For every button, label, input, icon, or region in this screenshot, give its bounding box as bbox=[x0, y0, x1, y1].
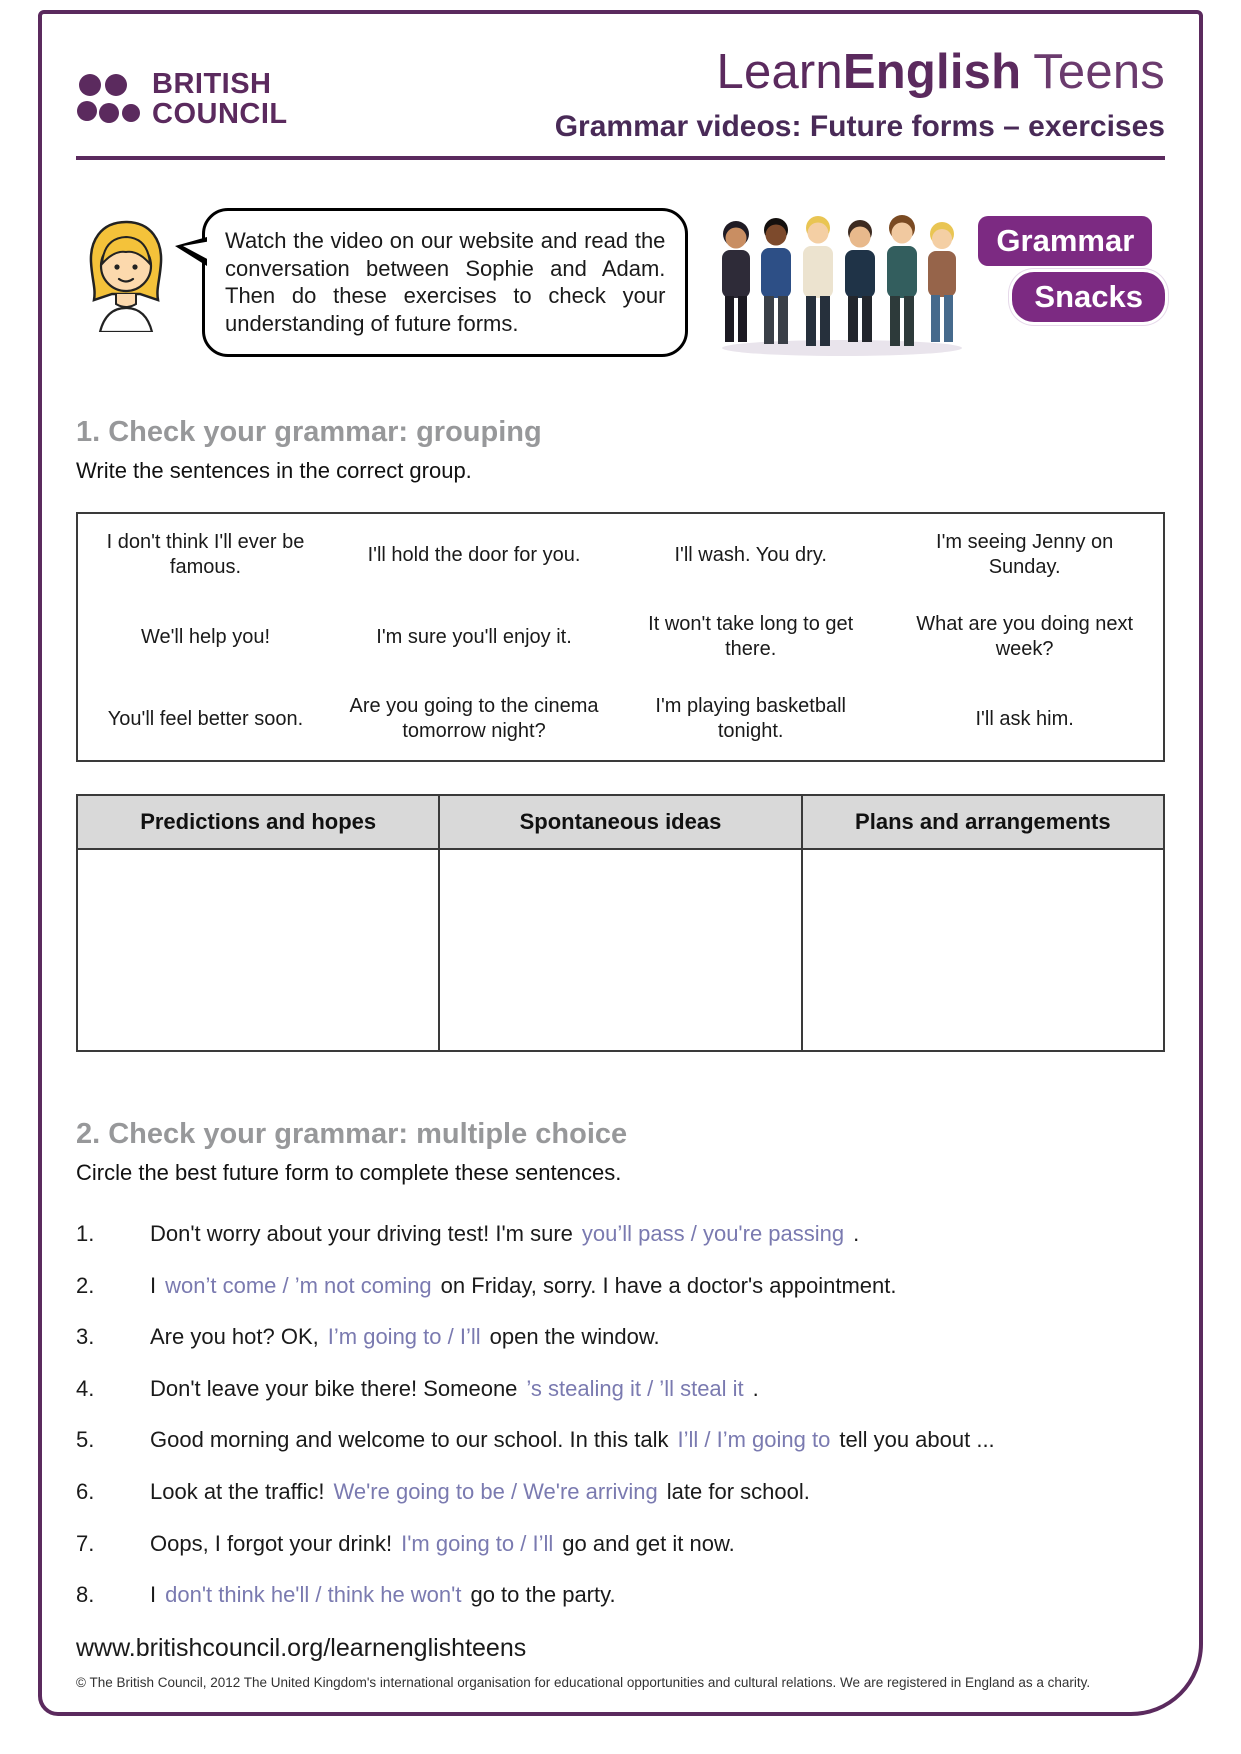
item-choices: We're going to be / We're arriving bbox=[333, 1478, 658, 1504]
footer-url: www.britishcouncil.org/learnenglishteens bbox=[76, 1634, 527, 1662]
header bbox=[76, 44, 1165, 144]
multiple-choice-list bbox=[76, 1220, 1165, 1610]
table-row bbox=[77, 849, 1164, 1051]
item-text bbox=[150, 1581, 616, 1610]
page-title: Grammar videos: Future forms – exercises bbox=[554, 110, 1165, 143]
badge-snacks: Snacks bbox=[1012, 272, 1165, 322]
item-number: 1. bbox=[76, 1221, 95, 1246]
section2-instruction: Circle the best future form to complete these sentences. bbox=[76, 1160, 622, 1185]
item-text bbox=[150, 1323, 660, 1352]
presenter-avatar-icon bbox=[76, 214, 176, 332]
column-header-spontaneous: Spontaneous ideas bbox=[439, 795, 801, 849]
item-text bbox=[150, 1426, 995, 1455]
sentence-cell: I'm seeing Jenny on Sunday. bbox=[936, 531, 1114, 578]
british-council-dots-icon bbox=[76, 72, 140, 128]
logo-line1: BRITISH bbox=[152, 68, 272, 100]
item-choices: I’m going to / I’ll bbox=[327, 1324, 481, 1350]
column-header-predictions: Predictions and hopes bbox=[77, 795, 439, 849]
mc-item-8 bbox=[76, 1581, 1165, 1610]
item-choices: I'm going to / I’ll bbox=[401, 1530, 554, 1556]
intro-art bbox=[714, 208, 1165, 358]
section-multiple-choice bbox=[76, 1118, 1165, 1610]
item-pre: Are you hot? OK, bbox=[150, 1324, 319, 1350]
sentence-bank bbox=[76, 512, 1165, 762]
presenter-avatar bbox=[76, 214, 176, 337]
item-post: . bbox=[752, 1375, 759, 1401]
column-header-plans: Plans and arrangements bbox=[802, 795, 1164, 849]
item-pre: Oops, I forgot your drink! bbox=[150, 1530, 393, 1556]
grouping-table bbox=[76, 794, 1165, 1052]
item-pre: Look at the traffic! bbox=[150, 1478, 325, 1504]
item-post: go to the party. bbox=[470, 1582, 616, 1608]
british-council-logo bbox=[76, 70, 288, 129]
teens-illustration bbox=[714, 208, 970, 358]
item-choices: ’s stealing it / ’ll steal it bbox=[526, 1375, 744, 1401]
item-pre: Good morning and welcome to our school. In this talk bbox=[150, 1427, 669, 1453]
item-post: on Friday, sorry. I have a doctor's appointment. bbox=[440, 1272, 897, 1298]
wordmark-english: English bbox=[842, 45, 1022, 99]
item-text bbox=[150, 1530, 735, 1559]
logo-line2: COUNCIL bbox=[152, 97, 288, 130]
item-post: tell you about ... bbox=[839, 1427, 995, 1453]
sentence-cell: I don't think I'll ever be famous. bbox=[106, 531, 305, 578]
british-council-wordmark bbox=[152, 70, 288, 129]
item-choices: won’t come / ’m not coming bbox=[165, 1272, 432, 1298]
mc-item-1 bbox=[76, 1220, 1165, 1249]
item-post: go and get it now. bbox=[562, 1530, 735, 1556]
item-number: 4. bbox=[76, 1375, 95, 1401]
learnenglish-teens-wordmark bbox=[555, 44, 1165, 100]
speech-text: Watch the video on our website and read the conversation between Sophie and Adam. Then do these exercises to check your understanding of future forms. bbox=[225, 228, 666, 337]
mc-item-6 bbox=[76, 1478, 1165, 1507]
mc-item-3 bbox=[76, 1323, 1165, 1352]
item-text bbox=[150, 1272, 897, 1301]
item-number: 2. bbox=[76, 1272, 95, 1298]
wordmark-learn: Learn bbox=[716, 45, 843, 99]
sentence-cell: Are you going to the cinema tomorrow night? bbox=[349, 695, 599, 742]
answer-cell-spontaneous bbox=[439, 849, 801, 1051]
mc-item-7 bbox=[76, 1530, 1165, 1559]
section1-title: 1. Check your grammar: grouping bbox=[76, 416, 542, 448]
sentence-cell: What are you doing next week? bbox=[916, 613, 1134, 660]
item-post: late for school. bbox=[666, 1478, 810, 1504]
sentence-cell: I'll ask him. bbox=[975, 707, 1074, 730]
item-text bbox=[150, 1220, 859, 1249]
sentence-cell: You'll feel better soon. bbox=[107, 707, 304, 730]
section2-title: 2. Check your grammar: multiple choice bbox=[76, 1118, 628, 1150]
item-choices: I’ll / I’m going to bbox=[677, 1427, 831, 1453]
item-text bbox=[150, 1375, 759, 1404]
brand-block bbox=[555, 44, 1165, 144]
item-number: 6. bbox=[76, 1478, 95, 1504]
sentence-cell: We'll help you! bbox=[140, 625, 271, 648]
item-number: 7. bbox=[76, 1530, 95, 1556]
mc-item-4 bbox=[76, 1375, 1165, 1404]
item-text bbox=[150, 1478, 810, 1507]
section-grouping bbox=[76, 416, 1165, 1052]
sentence-cell: I'm playing basketball tonight. bbox=[655, 695, 846, 742]
intro-row bbox=[76, 208, 1165, 358]
item-pre: I bbox=[150, 1582, 157, 1608]
header-divider bbox=[76, 156, 1165, 160]
sentence-cell: I'll hold the door for you. bbox=[367, 543, 581, 566]
wordmark-teens: Teens bbox=[1033, 45, 1165, 99]
item-number: 8. bbox=[76, 1582, 95, 1608]
speech-bubble bbox=[202, 208, 688, 357]
item-post: . bbox=[853, 1221, 860, 1246]
grammar-snacks-badge bbox=[978, 216, 1165, 322]
badge-grammar: Grammar bbox=[978, 216, 1152, 266]
item-choices: you’ll pass / you're passing bbox=[581, 1221, 845, 1246]
worksheet-page bbox=[38, 10, 1203, 1716]
footer bbox=[76, 1634, 1165, 1690]
answer-cell-plans bbox=[802, 849, 1164, 1051]
item-post: open the window. bbox=[489, 1324, 660, 1350]
sentence-cell: It won't take long to get there. bbox=[648, 613, 854, 660]
mc-item-2 bbox=[76, 1272, 1165, 1301]
item-number: 3. bbox=[76, 1324, 95, 1350]
item-number: 5. bbox=[76, 1427, 95, 1453]
section1-instruction: Write the sentences in the correct group. bbox=[76, 458, 472, 483]
footer-copyright: © The British Council, 2012 The United Kingdom's international organisation for educational opportunities and cultural relations. We are registered in England as a charity. bbox=[76, 1675, 1091, 1690]
mc-item-5 bbox=[76, 1426, 1165, 1455]
item-choices: don't think he'll / think he won't bbox=[165, 1582, 462, 1608]
sentence-cell: I'll wash. You dry. bbox=[674, 543, 827, 566]
item-pre: I bbox=[150, 1272, 157, 1298]
item-pre: Don't leave your bike there! Someone bbox=[150, 1375, 518, 1401]
item-pre: Don't worry about your driving test! I'm sure bbox=[150, 1221, 573, 1246]
sentence-cell: I'm sure you'll enjoy it. bbox=[376, 625, 572, 648]
answer-cell-predictions bbox=[77, 849, 439, 1051]
